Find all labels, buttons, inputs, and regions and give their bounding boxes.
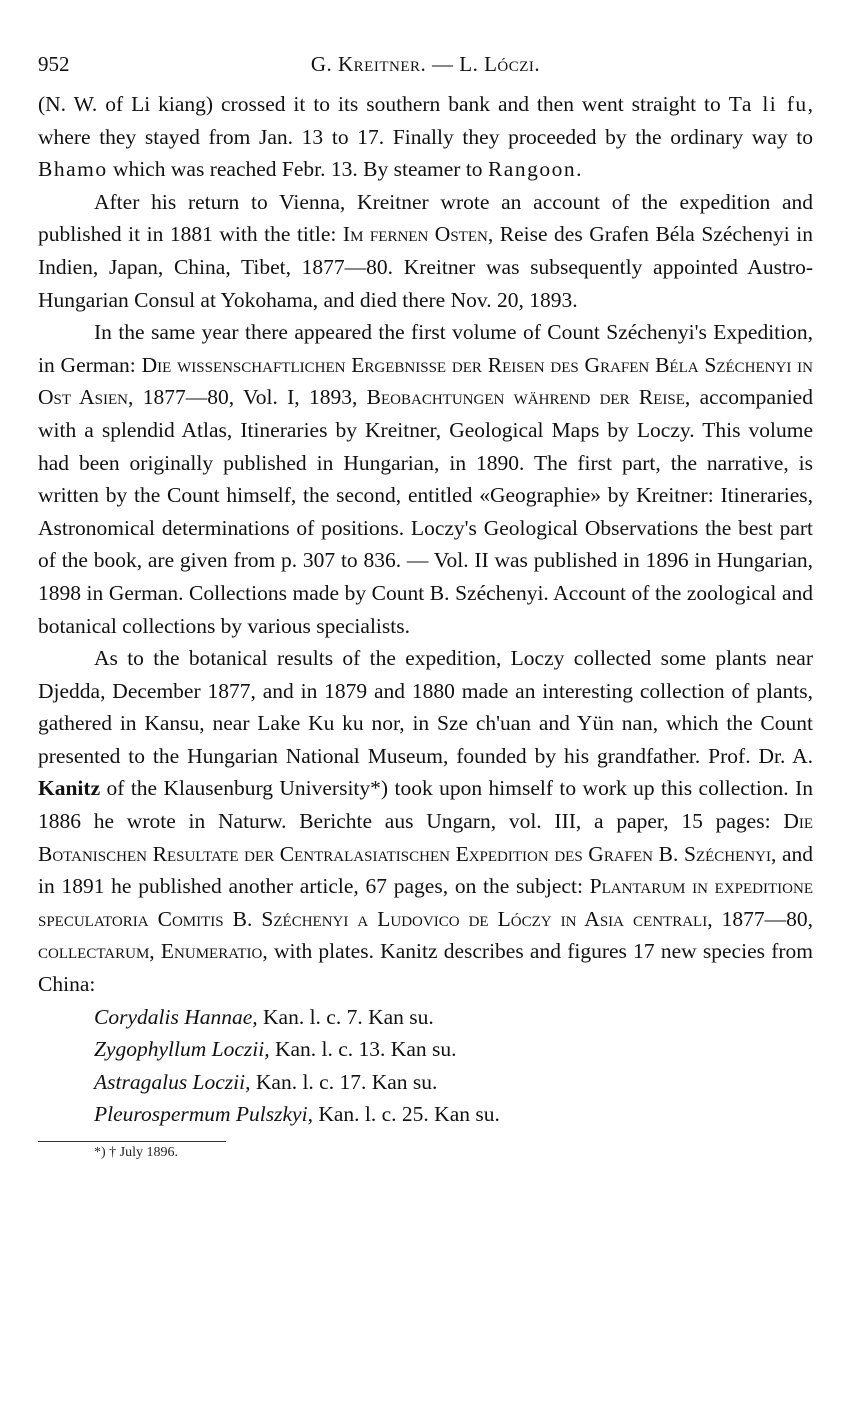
text: After his return to Vienna, Kreitner wrote an account of the expedition and published it in 1881 with the title:: [38, 189, 813, 247]
species-list: [94, 1001, 813, 1131]
text: , Reise des Grafen Béla Széchenyi in Indien, Japan, China, Tibet, 1877—80. Kreitner was subsequently appointed Austro-Hungarian Consul at Yokohama, and died there Nov. 20, 1893.: [38, 222, 813, 312]
species-ref: Kan. l. c. 13. Kan su.: [269, 1037, 457, 1062]
running-title: G. Kreitner. — L. Lóczi.: [310, 52, 541, 76]
footnote: *) † July 1896.: [94, 1144, 178, 1160]
place-ta-li-fu: Ta li fu: [728, 92, 808, 116]
species-ref: Kan. l. c. 17. Kan su.: [250, 1069, 438, 1094]
text: (N. W. of Li kiang) crossed it to its southern bank and then went straight to: [38, 92, 729, 116]
text: , accompanied with a splendid Atlas, Itineraries by Kreitner, Geological Maps by Loczy. This volume had been originally published in Hungarian, in 1890. The first part, the narrative, is written by the Count himself, the second, entitled «Geographie» by Kreitner: Itineraries, Astronomical determinations of positions. Loczy's Geological Observations the best part of the book, are given from p. 307 to 836. — Vol. II was published in 1896 in Hungarian, 1898 in German. Collections made by Count B. Széchenyi. Account of the zoological and botanical collections by various specialists.: [38, 385, 813, 638]
species-item: [94, 1033, 813, 1066]
species-ref: Kan. l. c. 25. Kan su.: [312, 1102, 500, 1127]
species-name: Astragalus Loczii,: [94, 1069, 251, 1094]
paragraph-1: [38, 88, 813, 186]
text: which was reached Febr. 13. By steamer to: [107, 157, 488, 182]
paragraph-2: [38, 186, 813, 316]
name-kanitz: Kanitz: [38, 776, 101, 801]
species-name: Corydalis Hannae,: [94, 1004, 258, 1029]
paragraph-3: [38, 316, 813, 642]
page-number: 952: [38, 52, 70, 76]
book-title: Die wissenschaftlichen Ergebnisse der Reisen des Grafen Béla Széchenyi in Ost Asien: [38, 352, 813, 410]
species-item: [94, 1001, 813, 1034]
text: As to the botanical results of the expedition, Loczy collected some plants near Djedda, December 1877, and in 1879 and 1880 made an interesting collection of plants, gathered in Kansu, near Lake Ku ku nor, in Sze ch'uan and Yün nan, which the Count presented to the Hungarian National Museum, founded by his grandfather. Prof. Dr. A.: [38, 646, 813, 768]
book-title: Im fernen Osten: [342, 222, 488, 247]
species-name: Pleurospermum Pulszkyi,: [94, 1102, 313, 1127]
article-title: Plantarum in expeditione speculatoria Comitis B. Széchenyi a Ludovico de Lóczy in Asia centrali, 1877—80, collectarum, Enumeratio: [38, 874, 813, 964]
species-ref: Kan. l. c. 7. Kan su.: [257, 1004, 434, 1029]
text: , with plates. Kanitz describes and figures 17 new species from China:: [38, 939, 814, 997]
text: of the Klausenburg University*) took upon himself to work up this collection. In 1886 he wrote in Naturw. Berichte aus Ungarn, vol. III, a paper, 15 pages:: [38, 776, 813, 834]
page-header: [38, 48, 813, 88]
species-item: [94, 1066, 813, 1099]
species-name: Zygophyllum Loczii,: [94, 1037, 270, 1062]
paragraph-4: [38, 642, 813, 1001]
article-title: Die Botanischen Resultate der Centralasiatischen Expedition des Grafen B. Széchenyi: [38, 809, 813, 866]
text: , where they stayed from Jan. 13 to 17. Finally they proceeded by the ordinary way to: [38, 92, 814, 149]
species-item: [94, 1098, 813, 1131]
page: [38, 48, 813, 1164]
text: .: [576, 157, 582, 182]
place-rangoon: Rangoon: [487, 157, 577, 182]
place-bhamo: Bhamo: [38, 157, 108, 182]
text: In the same year there appeared the first volume of Count Széchenyi's Expedition, in German:: [38, 320, 813, 377]
text: , and in 1891 he published another article, 67 pages, on the subject:: [38, 841, 813, 899]
text: , 1877—80, Vol. I, 1893,: [128, 385, 367, 410]
book-title: Beobachtungen während der Reise: [366, 385, 685, 410]
